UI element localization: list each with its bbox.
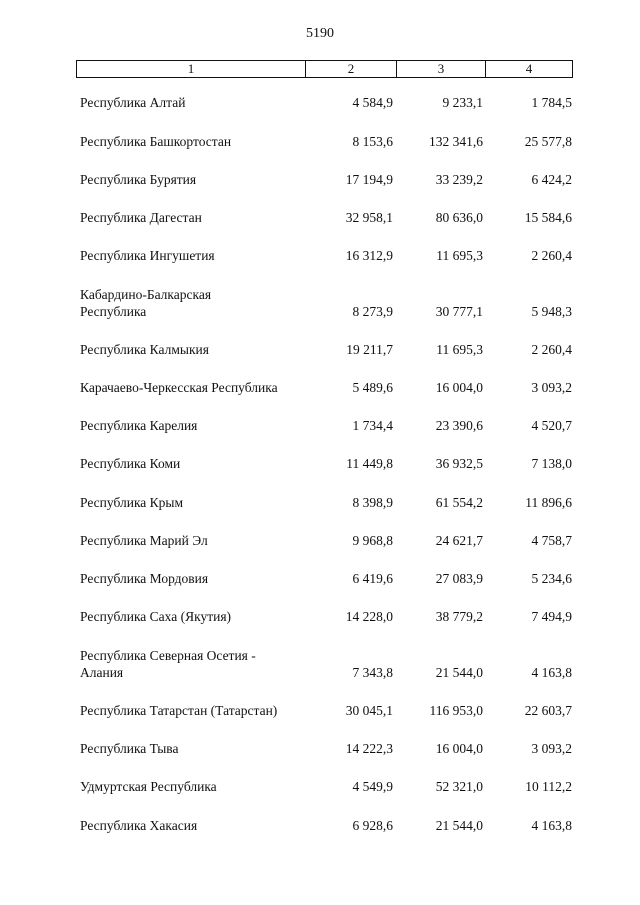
value-col-2: 4 549,9 [352, 779, 393, 794]
value-col-3: 30 777,1 [435, 304, 483, 319]
value-col-2: 30 045,1 [345, 703, 393, 718]
region-name: Республика Карелия [80, 418, 198, 433]
region-name [80, 647, 310, 681]
value-col-2: 8 153,6 [352, 134, 393, 149]
value-col-2: 1 734,4 [352, 418, 393, 433]
value-col-4: 2 260,4 [531, 342, 572, 357]
region-name: Республика Коми [80, 456, 181, 471]
value-col-2: 5 489,6 [352, 380, 393, 395]
region-name: Республика Мордовия [80, 571, 209, 586]
value-col-3: 21 544,0 [435, 665, 483, 680]
value-col-3: 52 321,0 [435, 779, 483, 794]
region-name: Республика Башкортостан [80, 134, 232, 149]
value-col-4: 5 948,3 [531, 304, 572, 319]
value-col-3: 21 544,0 [435, 818, 483, 833]
value-col-3: 61 554,2 [435, 495, 483, 510]
column-header-4: 4 [525, 61, 533, 76]
region-name-line-2: Алания [80, 665, 124, 680]
column-header-2: 2 [306, 61, 397, 77]
value-col-4: 4 163,8 [531, 818, 572, 833]
region-name-line-1: Кабардино-Балкарская [80, 287, 212, 302]
value-col-2: 8 273,9 [352, 304, 393, 319]
value-col-4: 6 424,2 [531, 172, 572, 187]
value-col-3: 80 636,0 [435, 210, 483, 225]
column-header-1: 1 [77, 61, 306, 77]
region-name: Республика Калмыкия [80, 342, 209, 357]
region-name: Республика Саха (Якутия) [80, 609, 232, 624]
value-col-3: 116 953,0 [429, 703, 483, 718]
value-col-4: 4 163,8 [531, 665, 572, 680]
value-col-2: 16 312,9 [345, 248, 393, 263]
value-col-2: 6 419,6 [352, 571, 393, 586]
value-col-3: 24 621,7 [435, 533, 483, 548]
region-name: Республика Татарстан (Татарстан) [80, 703, 278, 718]
region-name: Республика Тыва [80, 741, 179, 756]
value-col-3: 132 341,6 [429, 134, 483, 149]
value-col-4: 15 584,6 [524, 210, 572, 225]
region-name: Республика Дагестан [80, 210, 202, 225]
value-col-4: 5 234,6 [531, 571, 572, 586]
value-col-4: 4 758,7 [531, 533, 572, 548]
region-name: Республика Алтай [80, 95, 186, 110]
value-col-3: 9 233,1 [442, 95, 483, 110]
column-header-3: 3 [397, 61, 486, 77]
region-name-line-1: Республика Северная Осетия - [80, 648, 256, 663]
value-col-3: 36 932,5 [435, 456, 483, 471]
value-col-2: 6 928,6 [352, 818, 393, 833]
value-col-4: 1 784,5 [531, 95, 572, 110]
value-col-4: 11 896,6 [525, 495, 572, 510]
value-col-4: 4 520,7 [531, 418, 572, 433]
value-col-4: 7 494,9 [531, 609, 572, 624]
value-col-3: 38 779,2 [435, 609, 483, 624]
value-col-2: 7 343,8 [352, 665, 393, 680]
value-col-3: 16 004,0 [435, 741, 483, 756]
value-col-4: 25 577,8 [524, 134, 572, 149]
value-col-3: 33 239,2 [435, 172, 483, 187]
value-col-3: 11 695,3 [436, 342, 483, 357]
region-name: Республика Ингушетия [80, 248, 215, 263]
region-name: Республика Крым [80, 495, 184, 510]
value-col-3: 11 695,3 [436, 248, 483, 263]
value-col-2: 4 584,9 [352, 95, 393, 110]
region-name-line-2: Республика [80, 304, 147, 319]
value-col-2: 11 449,8 [346, 456, 393, 471]
value-col-3: 23 390,6 [435, 418, 483, 433]
value-col-2: 19 211,7 [346, 342, 393, 357]
region-name [80, 286, 310, 320]
region-name: Республика Бурятия [80, 172, 197, 187]
value-col-3: 16 004,0 [435, 380, 483, 395]
value-col-2: 32 958,1 [345, 210, 393, 225]
page-number: 5190 [306, 26, 334, 41]
value-col-4: 2 260,4 [531, 248, 572, 263]
value-col-4: 22 603,7 [524, 703, 572, 718]
value-col-2: 9 968,8 [352, 533, 393, 548]
region-name: Карачаево-Черкесская Республика [80, 380, 278, 395]
value-col-4: 3 093,2 [531, 741, 572, 756]
value-col-3: 27 083,9 [435, 571, 483, 586]
region-name: Республика Хакасия [80, 818, 198, 833]
region-name: Удмуртская Республика [80, 779, 217, 794]
value-col-4: 3 093,2 [531, 380, 572, 395]
value-col-2: 17 194,9 [345, 172, 393, 187]
value-col-4: 7 138,0 [531, 456, 572, 471]
value-col-2: 14 228,0 [345, 609, 393, 624]
value-col-4: 10 112,2 [525, 779, 572, 794]
region-name: Республика Марий Эл [80, 533, 208, 548]
value-col-2: 14 222,3 [345, 741, 393, 756]
value-col-2: 8 398,9 [352, 495, 393, 510]
